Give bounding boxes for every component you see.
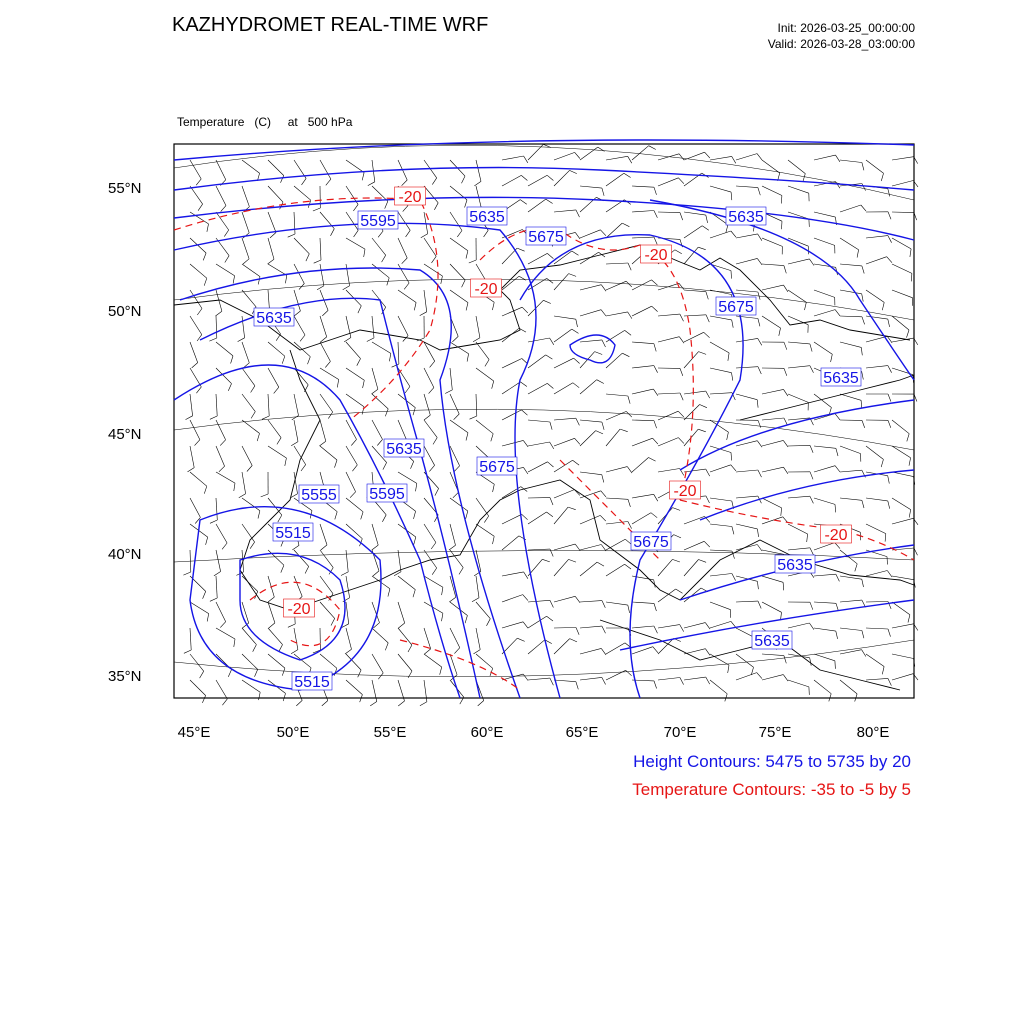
height-legend: Height Contours: 5475 to 5735 by 20	[633, 752, 911, 771]
height-label: 5675	[718, 299, 754, 316]
temperature-label: -20	[644, 247, 668, 264]
lat-label-45: 45°N	[108, 426, 142, 443]
wind-barb-flag	[296, 700, 302, 706]
chart-title: KAZHYDROMET REAL-TIME WRF	[172, 14, 489, 36]
lon-label-75: 75°E	[758, 724, 792, 741]
lon-label-60: 60°E	[470, 724, 504, 741]
height-label: 5635	[754, 633, 790, 650]
lon-label-80: 80°E	[856, 724, 890, 741]
lon-label-55: 55°E	[373, 724, 407, 741]
height-label: 5635	[386, 441, 422, 458]
field-temperature: Temperature (C) at 500 hPa	[177, 115, 353, 129]
lat-label-55: 55°N	[108, 180, 142, 197]
lat-label-40: 40°N	[108, 546, 142, 563]
lon-label-70: 70°E	[663, 724, 697, 741]
height-label: 5635	[469, 209, 505, 226]
temperature-legend: Temperature Contours: -35 to -5 by 5	[632, 780, 911, 799]
lon-label-45: 45°E	[177, 724, 211, 741]
height-label: 5675	[479, 459, 515, 476]
height-label: 5515	[275, 525, 311, 542]
init-time: Init: 2026-03-25_00:00:00	[777, 21, 915, 35]
height-label: 5675	[528, 229, 564, 246]
wind-barb-flag	[370, 702, 377, 706]
temperature-label: -20	[474, 281, 498, 298]
height-label: 5635	[823, 370, 859, 387]
height-label: 5635	[256, 310, 292, 327]
height-label: 5635	[777, 557, 813, 574]
lon-label-50: 50°E	[276, 724, 310, 741]
wind-barb-flag	[420, 702, 427, 706]
wind-barb-flag	[398, 701, 404, 706]
wind-barb-flag	[222, 699, 227, 705]
temperature-label: -20	[673, 483, 697, 500]
height-label: 5515	[294, 674, 330, 691]
lat-label-35: 35°N	[108, 668, 142, 685]
valid-time: Valid: 2026-03-28_03:00:00	[767, 37, 915, 51]
wind-barb-flag	[478, 701, 484, 706]
height-label: 5675	[633, 534, 669, 551]
height-label: 5595	[360, 213, 396, 230]
temperature-label: -20	[398, 189, 422, 206]
temperature-label: -20	[287, 601, 311, 618]
lat-label-50: 50°N	[108, 303, 142, 320]
height-label: 5595	[369, 486, 405, 503]
height-label: 5555	[301, 487, 337, 504]
temperature-label: -20	[824, 527, 848, 544]
lon-label-65: 65°E	[565, 724, 599, 741]
height-label: 5635	[728, 209, 764, 226]
wind-barb-flag	[322, 701, 328, 706]
